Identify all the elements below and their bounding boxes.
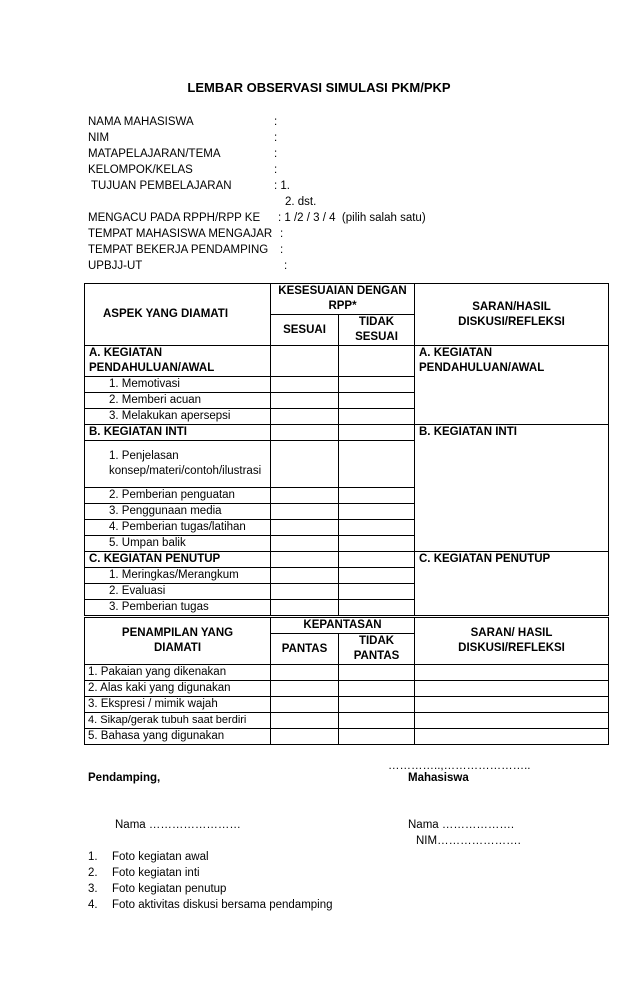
check-cell[interactable]: [271, 681, 339, 697]
field-label: KELOMPOK/KELAS: [88, 164, 193, 176]
aspect-item: 2. Evaluasi: [85, 584, 271, 600]
check-cell[interactable]: [271, 600, 339, 616]
attachment-label: Foto aktivitas diskusi bersama pendamping: [112, 899, 333, 911]
field-label: MATAPELAJARAN/TEMA: [88, 148, 221, 160]
check-cell[interactable]: [271, 377, 339, 393]
col-header-tidak-pantas: TIDAK PANTAS: [339, 634, 415, 665]
aspect-item: 1. Memotivasi: [85, 377, 271, 393]
field-label: TEMPAT MAHASISWA MENGAJAR: [88, 228, 273, 240]
field-value: :: [274, 132, 278, 144]
aspect-item: 3. Pemberian tugas: [85, 600, 271, 616]
saran-cell[interactable]: [415, 697, 609, 713]
saran-cell[interactable]: [415, 729, 609, 745]
field-label: TEMPAT BEKERJA PENDAMPING: [88, 244, 269, 256]
appearance-item: 1. Pakaian yang dikenakan: [85, 665, 271, 681]
check-cell[interactable]: [271, 552, 339, 568]
check-cell[interactable]: [271, 584, 339, 600]
aspect-item: 1. Penjelasan konsep/materi/contoh/ilustrasi: [85, 441, 271, 488]
saran-cell-a[interactable]: [415, 346, 609, 425]
check-cell[interactable]: [339, 425, 415, 441]
field-value: :: [284, 260, 288, 272]
aspect-item: 5. Umpan balik: [85, 536, 271, 552]
check-cell[interactable]: [339, 600, 415, 616]
saran-section-a: A. KEGIATAN PENDAHULUAN/AWAL: [419, 347, 545, 374]
check-cell[interactable]: [339, 681, 415, 697]
aspect-item: 4. Pemberian tugas/latihan: [85, 520, 271, 536]
check-cell[interactable]: [271, 504, 339, 520]
saran-cell[interactable]: [415, 713, 609, 729]
check-cell[interactable]: [339, 393, 415, 409]
aspect-item: 2. Pemberian penguatan: [85, 488, 271, 504]
field-value: :: [274, 116, 278, 128]
check-cell[interactable]: [339, 488, 415, 504]
list-item: 3. Foto kegiatan penutup: [88, 883, 227, 895]
saran-cell-b[interactable]: [415, 425, 609, 552]
mahasiswa-nim: NIM………………….: [416, 835, 521, 847]
section-c-header: C. KEGIATAN PENUTUP: [85, 552, 271, 568]
list-item: 4. Foto aktivitas diskusi bersama pendamping: [88, 899, 333, 911]
field-value: 2. dst.: [285, 196, 317, 208]
col-header-aspek: ASPEK YANG DIAMATI: [85, 284, 271, 346]
saran-cell[interactable]: [415, 681, 609, 697]
saran-cell[interactable]: [415, 665, 609, 681]
appearance-item: 4. Sikap/gerak tubuh saat berdiri: [85, 713, 271, 729]
field-label: UPBJJ-UT: [88, 260, 143, 272]
check-cell[interactable]: [271, 409, 339, 425]
saran-section-c: C. KEGIATAN PENUTUP: [419, 553, 551, 565]
field-label: TUJUAN PEMBELAJARAN: [88, 180, 232, 192]
check-cell[interactable]: [339, 697, 415, 713]
aspect-item: 3. Penggunaan media: [85, 504, 271, 520]
list-item: 1. Foto kegiatan awal: [88, 851, 209, 863]
check-cell[interactable]: [339, 729, 415, 745]
col-header-tidak-sesuai: TIDAK SESUAI: [339, 315, 415, 346]
check-cell[interactable]: [339, 713, 415, 729]
aspect-item: 3. Melakukan apersepsi: [85, 409, 271, 425]
col-header-kepantasan: KEPANTASAN: [271, 618, 415, 634]
field-value: : 1.: [274, 180, 290, 192]
attachment-label: Foto kegiatan penutup: [112, 883, 227, 895]
field-value: : 1 /2 / 3 / 4 (pilih salah satu): [278, 212, 426, 224]
col-header-kesesuaian: KESESUAIAN DENGAN RPP*: [271, 284, 415, 315]
appearance-item: 3. Ekspresi / mimik wajah: [85, 697, 271, 713]
check-cell[interactable]: [339, 568, 415, 584]
aspect-item: 2. Memberi acuan: [85, 393, 271, 409]
observation-table: [84, 283, 609, 616]
check-cell[interactable]: [339, 346, 415, 377]
check-cell[interactable]: [339, 377, 415, 393]
section-a-header: A. KEGIATAN PENDAHULUAN/AWAL: [85, 346, 271, 377]
pendamping-name: Nama ……………………: [115, 819, 241, 831]
field-value: :: [274, 164, 278, 176]
check-cell[interactable]: [271, 346, 339, 377]
field-value: :: [280, 228, 284, 240]
check-cell[interactable]: [339, 552, 415, 568]
check-cell[interactable]: [271, 713, 339, 729]
check-cell[interactable]: [271, 393, 339, 409]
check-cell[interactable]: [339, 536, 415, 552]
col-header-penampilan: PENAMPILAN YANG DIAMATI: [85, 618, 271, 665]
field-value: :: [280, 244, 284, 256]
mahasiswa-name: Nama ……………….: [408, 819, 515, 831]
check-cell[interactable]: [339, 504, 415, 520]
mahasiswa-label: Mahasiswa: [408, 772, 469, 784]
aspect-item: 1. Meringkas/Merangkum: [85, 568, 271, 584]
check-cell[interactable]: [339, 409, 415, 425]
attachment-list: [88, 849, 333, 913]
col-header-saran: SARAN/HASIL DISKUSI/REFLEKSI: [415, 284, 609, 346]
section-b-header: B. KEGIATAN INTI: [85, 425, 271, 441]
check-cell[interactable]: [339, 520, 415, 536]
col-header-pantas: PANTAS: [271, 634, 339, 665]
appearance-item: 2. Alas kaki yang digunakan: [85, 681, 271, 697]
check-cell[interactable]: [271, 488, 339, 504]
check-cell[interactable]: [271, 729, 339, 745]
field-label: MENGACU PADA RPPH/RPP KE: [88, 212, 261, 224]
saran-section-b: B. KEGIATAN INTI: [419, 426, 517, 438]
document-title: LEMBAR OBSERVASI SIMULASI PKM/PKP: [187, 80, 451, 95]
check-cell[interactable]: [271, 441, 339, 488]
field-label: NAMA MAHASISWA: [88, 116, 194, 128]
field-value: :: [274, 148, 278, 160]
col-header-saran-2: SARAN/ HASIL DISKUSI/REFLEKSI: [415, 618, 609, 665]
col-header-sesuai: SESUAI: [271, 315, 339, 346]
appearance-table: [84, 617, 609, 745]
check-cell[interactable]: [271, 425, 339, 441]
check-cell[interactable]: [271, 568, 339, 584]
place-date: …………..,…………………..: [388, 760, 531, 772]
check-cell[interactable]: [271, 536, 339, 552]
check-cell[interactable]: [339, 441, 415, 488]
check-cell[interactable]: [271, 520, 339, 536]
check-cell[interactable]: [271, 697, 339, 713]
appearance-item: 5. Bahasa yang digunakan: [85, 729, 271, 745]
list-item: 2. Foto kegiatan inti: [88, 867, 200, 879]
attachment-label: Foto kegiatan awal: [112, 851, 209, 863]
check-cell[interactable]: [271, 665, 339, 681]
field-label: NIM: [88, 132, 110, 144]
check-cell[interactable]: [339, 584, 415, 600]
attachment-label: Foto kegiatan inti: [112, 867, 200, 879]
check-cell[interactable]: [339, 665, 415, 681]
pendamping-label: Pendamping,: [88, 772, 161, 784]
saran-cell-c[interactable]: [415, 552, 609, 616]
